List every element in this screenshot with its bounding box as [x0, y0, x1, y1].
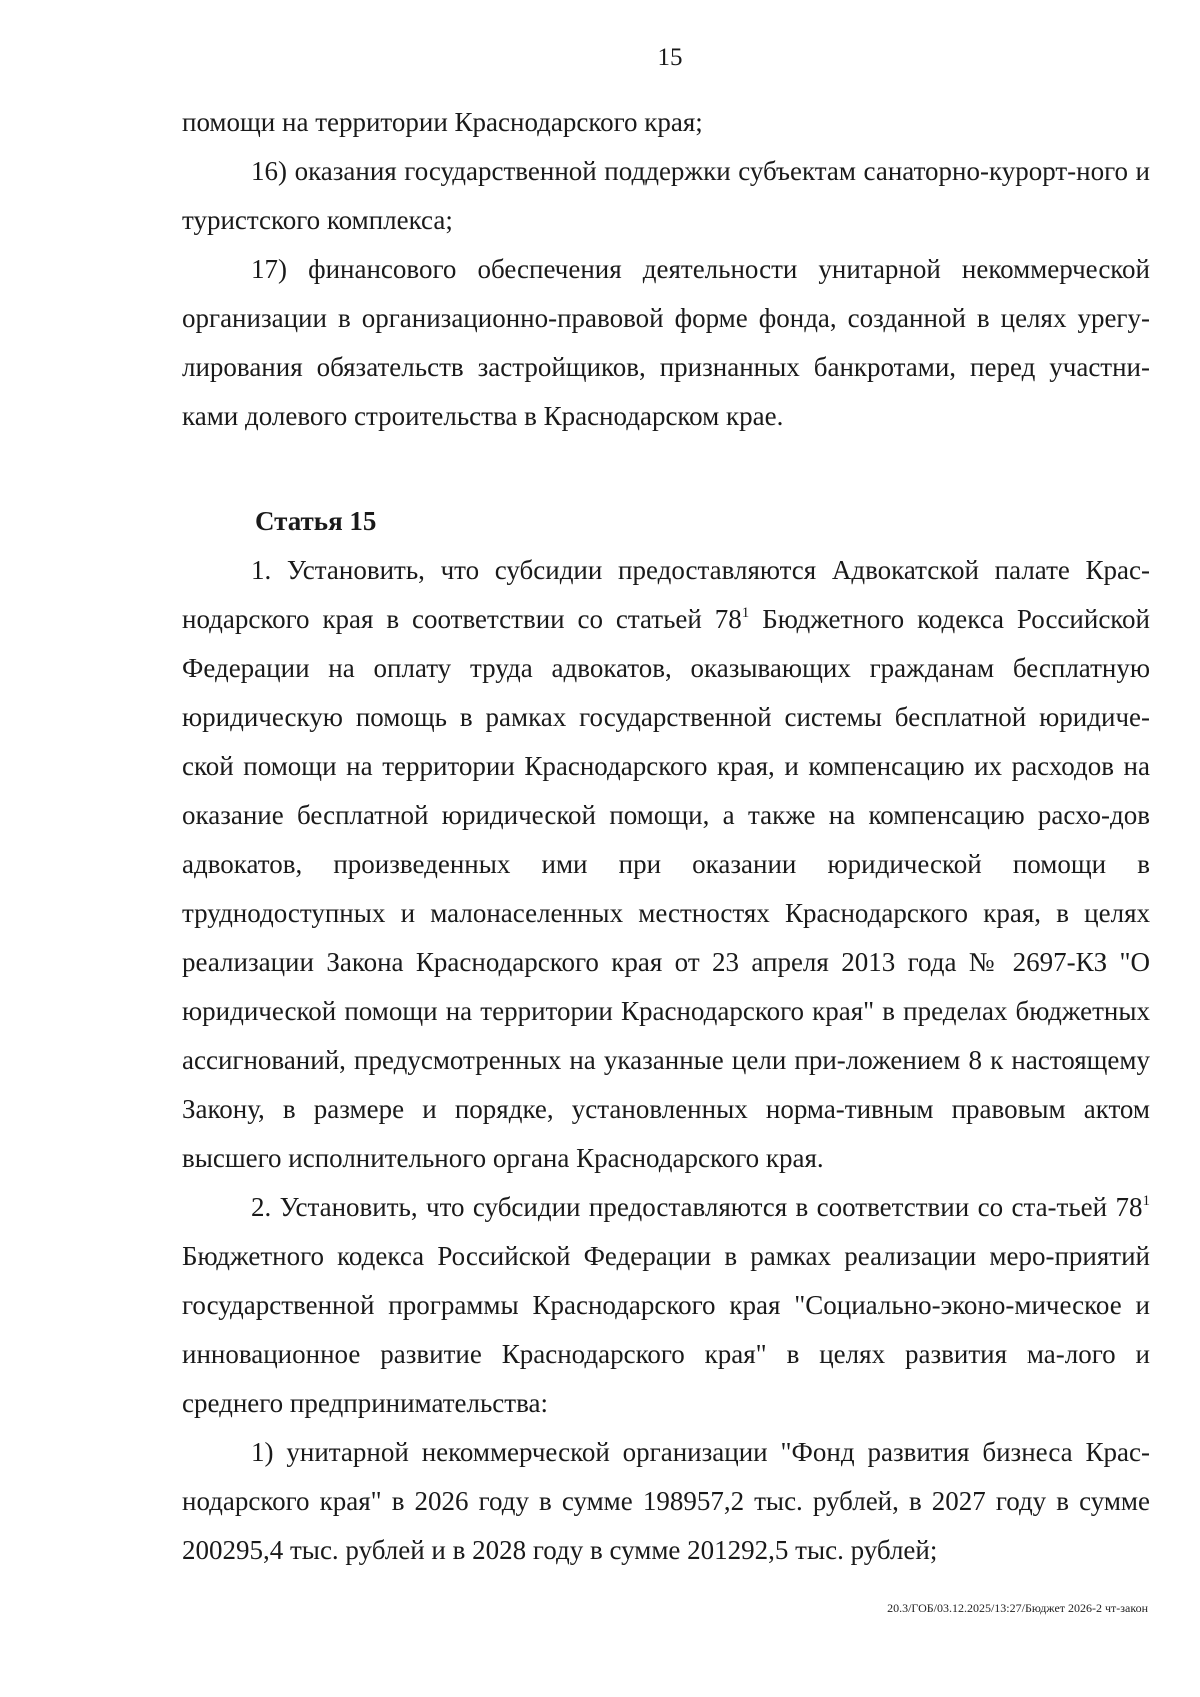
paragraph-continuation: помощи на территории Краснодарского края;	[182, 107, 703, 137]
document-body	[182, 98, 1150, 1575]
article-paragraph-2	[182, 1183, 1150, 1428]
article-paragraph-3: 1) унитарной некоммерческой организации "Фонд развития бизнеса Крас-нодарского края" в 2026 году в сумме 198957,2 тыс. рублей, в 2027 году в сумме 200295,4 тыс. рублей и в 2028 году в сумме 201292,5 тыс. рублей;	[182, 1437, 1150, 1565]
article-paragraph-2-start: 2. Установить, что субсидии предоставляются в соответствии со ста-тьей 78	[251, 1192, 1143, 1222]
article-heading: Статья 15	[255, 506, 377, 536]
document-footer-code: 20.3/ГОБ/03.12.2025/13:27/Бюджет 2026-2 чт-закон	[887, 1601, 1148, 1615]
superscript-1: 1	[741, 605, 750, 621]
superscript-2: 1	[1142, 1193, 1150, 1209]
paragraph-item-17: 17) финансового обеспечения деятельности унитарной некоммерческой организации в организационно-правовой форме фонда, созданной в целях урегу-лирования обязательств застройщиков, признанных банкротами, перед участни-ками долевого строительства в Краснодарском крае.	[182, 254, 1150, 431]
article-paragraph-1-rest: Бюджетного кодекса Российской Федерации на оплату труда адвокатов, оказывающих гражданам бесплатную юридическую помощь в рамках государственной системы бесплатной юридиче-ской помощи на территории Краснодарского края, и компенсацию их расходов на оказание бесплатной юридической помощи, а также на компенсацию расхо-дов адвокатов, произведенных ими при оказании юридической помощи в труднодоступных и малонаселенных местностях Краснодарского края, в целях реализации Закона Краснодарского края от 23 апреля 2013 года № 2697-КЗ "О юридической помощи на территории Краснодарского края" в пределах бюджетных ассигнований, предусмотренных на указанные цели при-ложением 8 к настоящему Закону, в размере и порядке, установленных норма-тивным правовым актом высшего исполнительного органа Краснодарского края.	[182, 604, 1150, 1173]
page-number: 15	[657, 44, 683, 71]
article-paragraph-1	[182, 546, 1150, 1183]
paragraph-item-16: 16) оказания государственной поддержки субъектам санаторно-курорт-ного и туристского комплекса;	[182, 156, 1150, 235]
article-paragraph-2-rest: Бюджетного кодекса Российской Федерации в рамках реализации меро-приятий государственной программы Краснодарского края "Социально-эконо-мическое и инновационное развитие Краснодарского края" в целях развития ма-лого и среднего предпринимательства:	[182, 1241, 1150, 1418]
article-paragraph-1-start: 1. Установить, что субсидии предоставляются Адвокатской палате Крас-нодарского края в соответствии со статьей 78	[182, 555, 1150, 634]
